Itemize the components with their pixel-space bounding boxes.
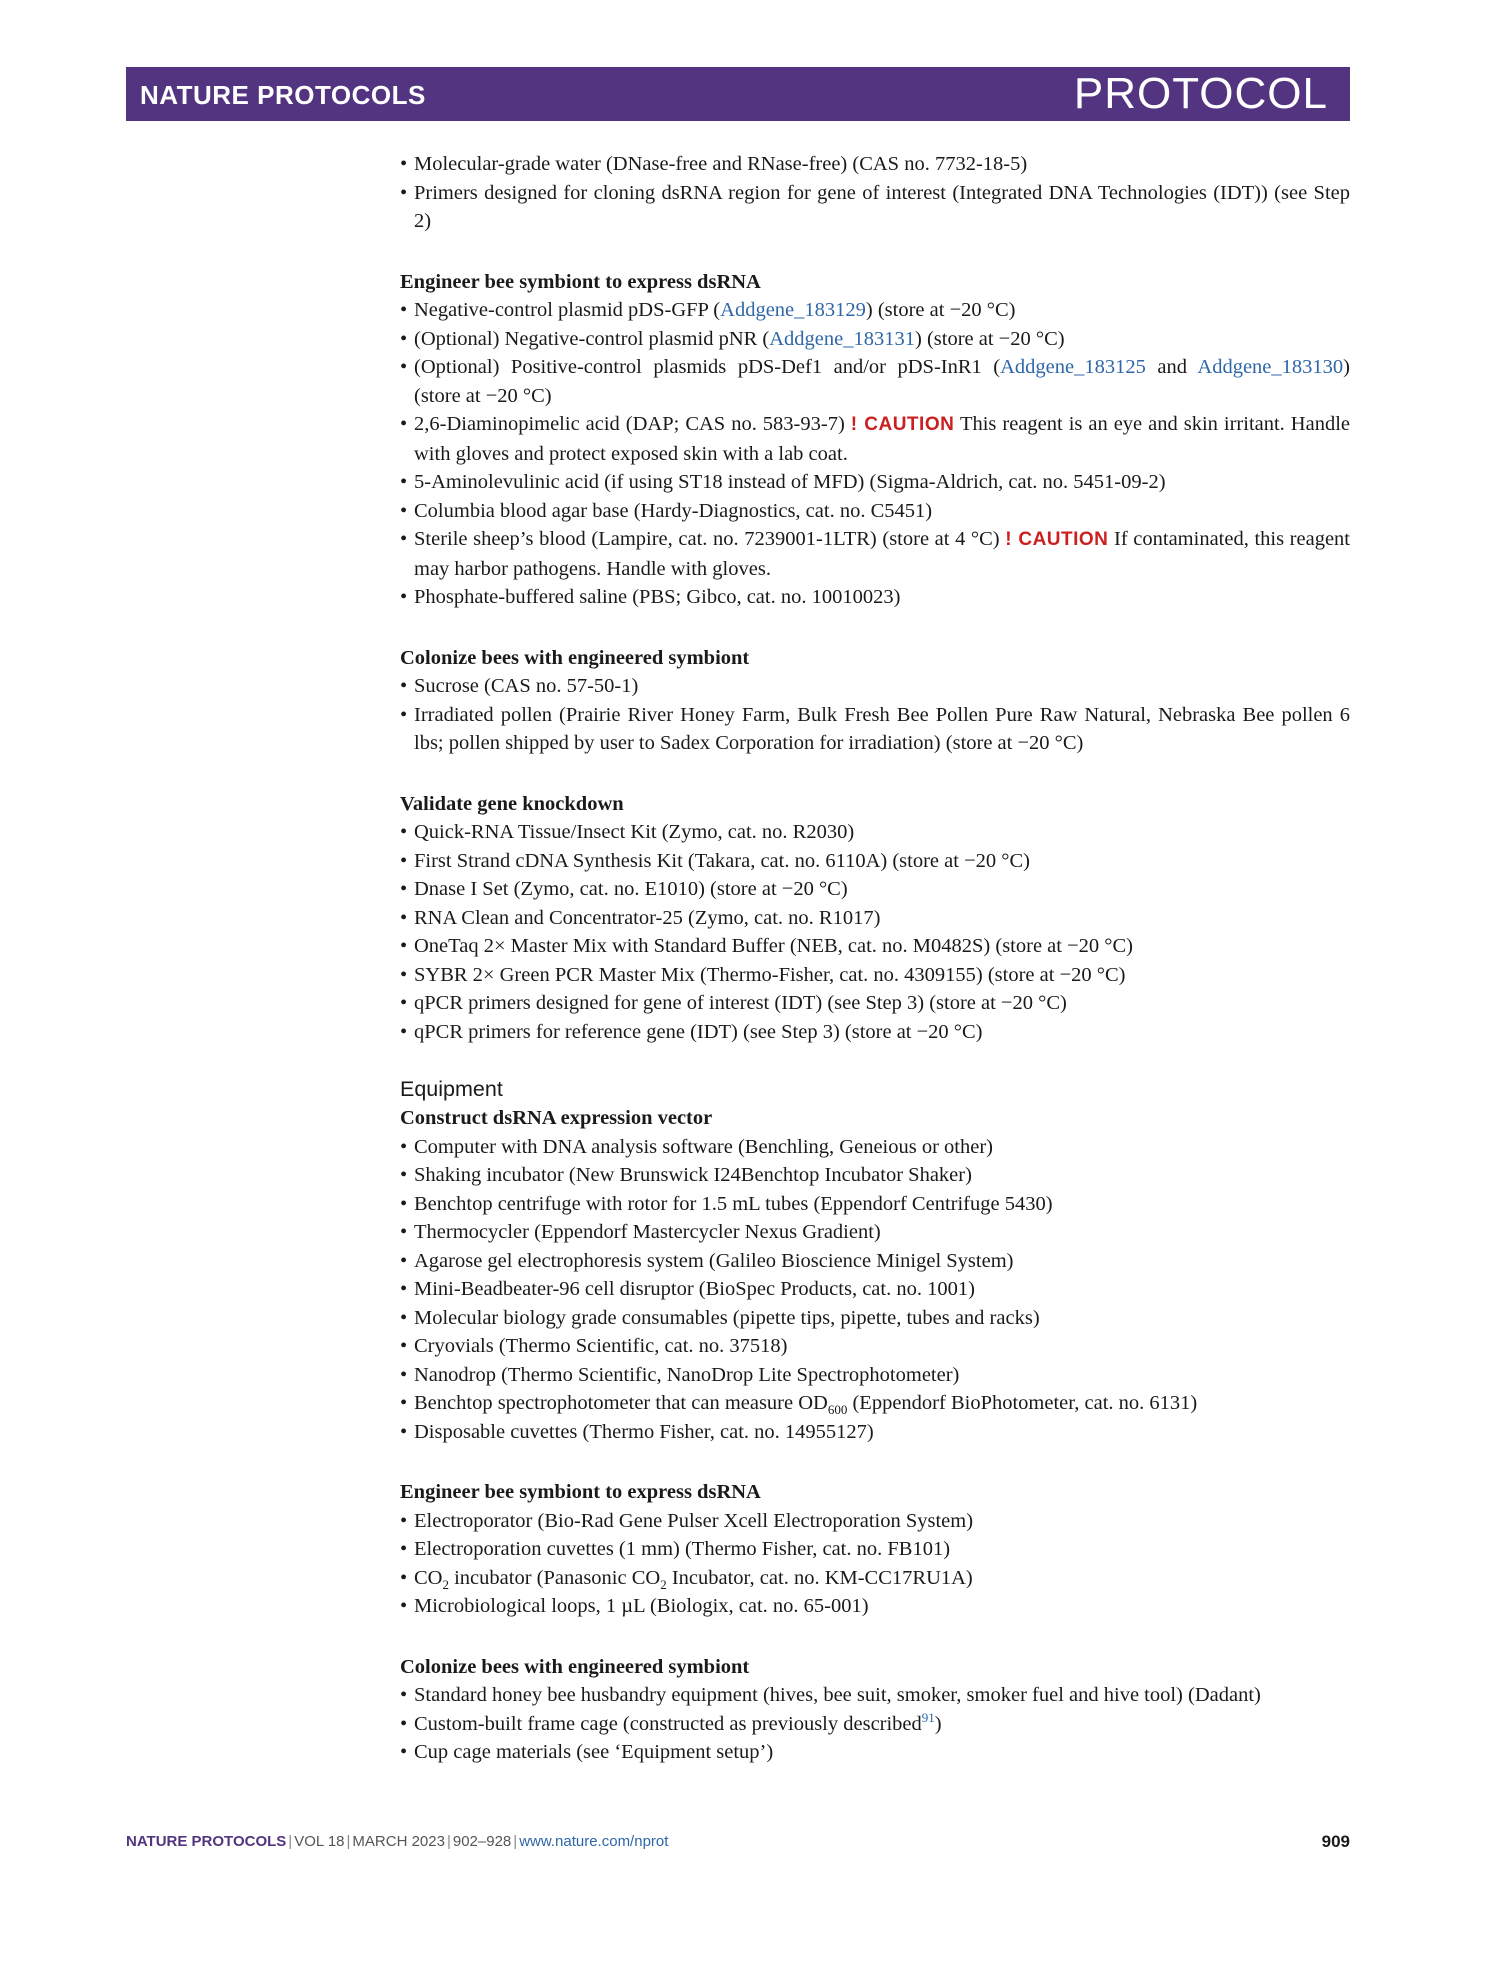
list-item: • Dnase I Set (Zymo, cat. no. E1010) (store at −20 °C) [400,875,1350,904]
list-item: • OneTaq 2× Master Mix with Standard Buffer (NEB, cat. no. M0482S) (store at −20 °C) [400,932,1350,961]
subheading-engineer: Engineer bee symbiont to express dsRNA [400,270,761,293]
footer-volume: VOL 18 [294,1833,345,1850]
list-item: • Custom-built frame cage (constructed as previously described$^{91}$) [400,1710,1350,1739]
list-item: • Molecular biology grade consumables (pipette tips, pipette, tubes and racks) [400,1304,1350,1333]
list-item: • 2,6-Diaminopimelic acid (DAP; CAS no. 583-93-7) ! CAUTION This reagent is an eye and skin irritant. Handle with gloves and protect exposed skin with a lab coat. [400,410,1350,468]
list-item: • SYBR 2× Green PCR Master Mix (Thermo-Fisher, cat. no. 4309155) (store at −20 °C) [400,961,1350,990]
list-item: • Molecular-grade water (DNase-free and RNase-free) (CAS no. 7732-18-5) [400,150,1350,179]
article-type: PROTOCOL [1073,69,1328,118]
list-item: • (Optional) Negative-control plasmid pNR (Addgene_183131) (store at −20 °C) [400,325,1350,354]
list-item: • First Strand cDNA Synthesis Kit (Takara, cat. no. 6110A) (store at −20 °C) [400,847,1350,876]
caution-label: ! CAUTION [1005,529,1109,550]
list-item: • Negative-control plasmid pDS-GFP (Addgene_183129) (store at −20 °C) [400,296,1350,325]
caution-label: ! CAUTION [850,414,955,435]
addgene-link[interactable]: Addgene_183130 [1197,356,1344,378]
list-item: • Computer with DNA analysis software (Benchling, Geneious or other) [400,1133,1350,1162]
journal-name: NATURE PROTOCOLS [140,80,426,110]
header-bar [126,67,1350,121]
list-item: • (Optional) Positive-control plasmids pDS-Def1 and/or pDS-InR1 (Addgene_183125 and Addgene_183130) (store at −20 °C) [400,353,1350,410]
subheading-equip-engineer: Engineer bee symbiont to express dsRNA [400,1481,761,1503]
list-item: • Benchtop spectrophotometer that can measure $OD_{600}$ (Eppendorf BioPhotometer, cat. no. 6131) [400,1389,1350,1418]
list-item: • Sterile sheep’s blood (Lampire, cat. no. 7239001-1LTR) (store at 4 °C) ! CAUTION If contaminated, this reagent may harbor pathogens. Handle with gloves. [400,525,1350,583]
addgene-link[interactable]: Addgene_183129 [720,299,866,321]
list-item: • Microbiological loops, 1 µL (Biologix, cat. no. 65-001) [400,1592,1350,1621]
list-item: • Cryovials (Thermo Scientific, cat. no. 37518) [400,1332,1350,1361]
list-item: • RNA Clean and Concentrator-25 (Zymo, cat. no. R1017) [400,904,1350,933]
footer-url[interactable]: www.nature.com/nprot [519,1833,669,1850]
subheading-construct: Construct dsRNA expression vector [400,1107,713,1129]
page-number: 909 [1321,1832,1350,1851]
section-heading-equipment: Equipment [400,1077,503,1101]
list-item: • Nanodrop (Thermo Scientific, NanoDrop Lite Spectrophotometer) [400,1361,1350,1390]
list-item: • Cup cage materials (see ‘Equipment setup’) [400,1738,1350,1767]
list-item: • Agarose gel electrophoresis system (Galileo Bioscience Minigel System) [400,1247,1350,1276]
list-item: • Phosphate-buffered saline (PBS; Gibco, cat. no. 10010023) [400,583,1350,612]
list-item: • Mini-Beadbeater-96 cell disruptor (BioSpec Products, cat. no. 1001) [400,1275,1350,1304]
list-item: • Sucrose (CAS no. 57-50-1) [400,672,1350,701]
list-item: • qPCR primers for reference gene (IDT) (see Step 3) (store at −20 °C) [400,1018,1350,1047]
list-item: • Primers designed for cloning dsRNA region for gene of interest (Integrated DNA Technologies (IDT)) (see Step 2) [400,179,1350,236]
footer-date: MARCH 2023 [352,1833,445,1850]
subheading-equip-colonize: Colonize bees with engineered symbiont [400,1655,750,1678]
list-item: • Shaking incubator (New Brunswick I24Benchtop Incubator Shaker) [400,1161,1350,1190]
addgene-link[interactable]: Addgene_183125 [1000,356,1146,378]
footer-journal: NATURE PROTOCOLS [126,1833,287,1850]
list-item: • Electroporation cuvettes (1 mm) (Thermo Fisher, cat. no. FB101) [400,1535,1350,1564]
reference-link[interactable]: 91 [921,1709,935,1725]
list-item: • Benchtop centrifuge with rotor for 1.5 mL tubes (Eppendorf Centrifuge 5430) [400,1190,1350,1219]
list-item: • 5-Aminolevulinic acid (if using ST18 instead of MFD) (Sigma-Aldrich, cat. no. 5451-09-2) [400,468,1350,497]
main-content [400,150,1350,1767]
list-item: • Columbia blood agar base (Hardy-Diagnostics, cat. no. C5451) [400,497,1350,526]
list-item: • $CO_2$ incubator (Panasonic $CO_2$ Incubator, cat. no. KM-CC17RU1A) [400,1564,1350,1593]
addgene-link[interactable]: Addgene_183131 [769,327,916,350]
list-item: • Disposable cuvettes (Thermo Fisher, cat. no. 14955127) [400,1418,1350,1447]
list-item: • Electroporator (Bio-Rad Gene Pulser Xcell Electroporation System) [400,1507,1350,1536]
footer-pages: 902–928 [452,1833,512,1850]
list-item: • Irradiated pollen (Prairie River Honey Farm, Bulk Fresh Bee Pollen Pure Raw Natural, Nebraska Bee pollen 6 lbs; pollen shipped by user to Sadex Corporation for irradiation) (store at −20 °C) [400,701,1350,758]
subheading-colonize: Colonize bees with engineered symbiont [400,646,750,669]
footer: NATURE PROTOCOLS | VOL 18 | MARCH 2023 | 902–928 | www.nature.com/nprot 909 [126,1832,1350,1851]
list-item: • qPCR primers designed for gene of interest (IDT) (see Step 3) (store at −20 °C) [400,989,1350,1018]
subheading-validate: Validate gene knockdown [400,792,624,815]
list-item: • Quick-RNA Tissue/Insect Kit (Zymo, cat. no. R2030) [400,818,1350,847]
list-item: • Standard honey bee husbandry equipment (hives, bee suit, smoker, smoker fuel and hive tool) (Dadant) [400,1681,1350,1710]
list-item: • Thermocycler (Eppendorf Mastercycler Nexus Gradient) [400,1218,1350,1247]
